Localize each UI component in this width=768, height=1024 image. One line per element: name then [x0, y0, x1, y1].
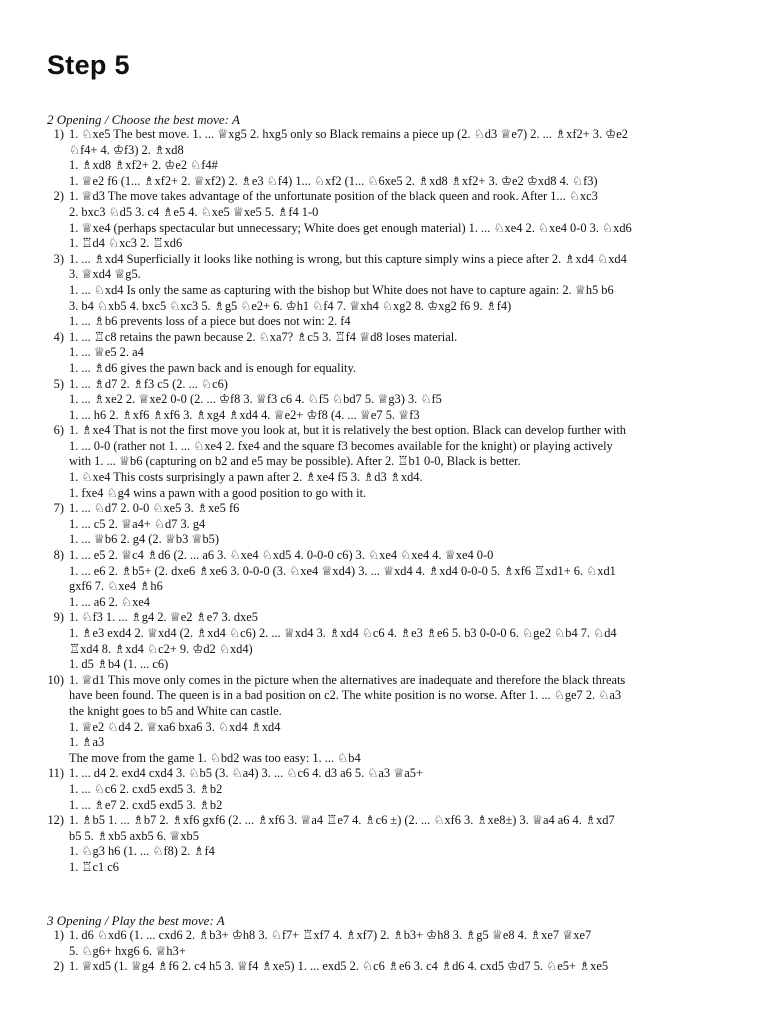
solution-entry [0, 330, 632, 377]
solutions-list-play [0, 928, 608, 975]
solution-line: 1. ... ♗xd4 Superficially it looks like nothing is wrong, but this capture simply wins a piece after 2. ♗xd4 ♘xd4 [69, 251, 627, 266]
solution-line: 1. ... ♗d6 gives the pawn back and is enough for equality. [69, 360, 356, 375]
solution-entry [0, 813, 632, 875]
solution-line: 1. ♕xd5 (1. ♕g4 ♗f6 2. c4 h5 3. ♕f4 ♗xe5) 1. ... exd5 2. ♘c6 ♗e6 3. c4 ♗d6 4. cxd5 ♔d7 5. ♘e5+ ♗xe5 [69, 959, 609, 974]
solution-line: 1. ... d4 2. exd4 cxd4 3. ♘b5 (3. ♘a4) 3. ... ♘c6 4. d3 a6 5. ♘a3 ♕a5+ [69, 766, 423, 781]
solution-entry [0, 377, 632, 424]
solution-line: 1. ... a6 2. ♘xe4 [69, 594, 150, 609]
solutions-list-choose [0, 127, 632, 876]
solution-line: 1. ♕e2 ♘d4 2. ♕xa6 bxa6 3. ♘xd4 ♗xd4 [69, 719, 281, 734]
solution-line: 1. ♗e3 exd4 2. ♕xd4 (2. ♗xd4 ♘c6) 2. ... ♕xd4 3. ♗xd4 ♘c6 4. ♗e3 ♗e6 5. b3 0-0-0 6. ♘ge2 ♘b4 7. ♘d4 [69, 626, 617, 640]
entry-number: 2) [53, 189, 64, 204]
solution-line: 1. ... ♖c8 retains the pawn because 2. ♘xa7? ♗c5 3. ♖f4 ♕d8 loses material. [69, 329, 458, 344]
solution-line: 1. ... ♕b6 2. g4 (2. ♕b3 ♕b5) [69, 532, 219, 547]
solution-line: 5. ♘g6+ hxg6 6. ♕h3+ [69, 943, 186, 958]
entry-number: 11) [47, 766, 64, 781]
solution-line: 1. fxe4 ♘g4 wins a pawn with a good position to go with it. [69, 485, 367, 500]
solution-line: 1. ♕d1 This move only comes in the picture when the alternatives are inadequate and therefore the black threats [69, 672, 626, 687]
solution-line: 1. ... c5 2. ♕a4+ ♘d7 3. g4 [69, 516, 206, 531]
solution-line: 1. ♗xd8 ♗xf2+ 2. ♔e2 ♘f4# [69, 158, 218, 173]
page-title: Step 5 [47, 50, 130, 80]
solution-entry [0, 127, 632, 189]
entry-number: 7) [53, 501, 64, 516]
solution-line: 1. ... ♗e7 2. cxd5 exd5 3. ♗b2 [69, 797, 223, 812]
solution-entry [0, 548, 632, 610]
entry-number: 3) [53, 251, 64, 266]
solution-line: 1. ♘xe4 This costs surprisingly a pawn after 2. ♗xe4 f5 3. ♗d3 ♗xd4. [69, 470, 423, 485]
solution-line: 1. ♗xe4 That is not the first move you look at, but it is relatively the best option. Black can develop further with [69, 423, 626, 438]
solution-line: 1. ♘f3 1. ... ♗g4 2. ♕e2 ♗e7 3. dxe5 [69, 610, 258, 625]
solution-line: 2. bxc3 ♘d5 3. c4 ♗e5 4. ♘xe5 ♕xe5 5. ♗f4 1-0 [69, 204, 319, 219]
entry-number: 8) [53, 548, 64, 563]
entry-number: 1) [53, 127, 64, 141]
solution-line: 1. d6 ♘xd6 (1. ... cxd6 2. ♗b3+ ♔h8 3. ♘f7+ ♖xf7 4. ♗xf7) 2. ♗b3+ ♔h8 3. ♗g5 ♕e8 4. ♗xe7 ♕xe7 [69, 928, 592, 942]
solution-line: 1. ... ♘d7 2. 0-0 ♘xe5 3. ♗xe5 f6 [69, 501, 240, 516]
entry-number: 10) [47, 672, 64, 687]
solution-line: 1. ... ♘c6 2. cxd5 exd5 3. ♗b2 [69, 781, 223, 796]
entry-number: 2) [53, 959, 64, 974]
solution-entry [0, 252, 632, 330]
solution-line: ♖xd4 8. ♗xd4 ♘c2+ 9. ♔d2 ♘xd4) [69, 641, 253, 656]
solution-line: 3. b4 ♘xb5 4. bxc5 ♘xc3 5. ♗g5 ♘e2+ 6. ♔h1 ♘f4 7. ♕xh4 ♘xg2 8. ♔xg2 f6 9. ♗f4) [69, 298, 512, 313]
solution-line: ♘f4+ 4. ♔f3) 2. ♗xd8 [69, 142, 184, 157]
entry-number: 6) [53, 423, 64, 438]
entry-number: 1) [53, 928, 64, 942]
solution-line: gxf6 7. ♘xe4 ♗h6 [69, 579, 163, 594]
solution-line: 1. ... h6 2. ♗xf6 ♗xf6 3. ♗xg4 ♗xd4 4. ♕e2+ ♔f8 (4. ... ♕e7 5. ♕f3 [69, 407, 420, 422]
section-heading-choose: 2 Opening / Choose the best move: A [47, 112, 240, 127]
solution-line: 1. ... ♗d7 2. ♗f3 c5 (2. ... ♘c6) [69, 376, 228, 391]
solution-line: 1. d5 ♗b4 (1. ... c6) [69, 657, 169, 672]
solution-line: b5 5. ♗xb5 axb5 6. ♕xb5 [69, 828, 199, 843]
solution-line: 1. ... ♗xe2 2. ♕xe2 0-0 (2. ... ♔f8 3. ♕f3 c6 4. ♘f5 ♘bd7 5. ♕g3) 3. ♘f5 [69, 392, 442, 407]
solution-entry [0, 501, 632, 548]
solution-entry [0, 673, 632, 767]
entry-number: 5) [53, 376, 64, 391]
solution-entry [0, 928, 608, 959]
solution-line: 1. ♗a3 [69, 735, 105, 750]
solution-line: 1. ♘g3 h6 (1. ... ♘f8) 2. ♗f4 [69, 844, 215, 859]
solution-line: 1. ... ♘xd4 Is only the same as capturing with the bishop but White does not have to capture again: 2. ♕h5 b6 [69, 282, 614, 297]
solution-entry [0, 766, 632, 813]
solution-line: 1. ♕xe4 (perhaps spectacular but unnecessary; White does get enough material) 1. ... ♘xe4 2. ♘xe4 0-0 3. ♘xd6 [69, 220, 632, 235]
solution-entry [0, 189, 632, 251]
entry-number: 4) [53, 329, 64, 344]
solution-line: 1. ... 0-0 (rather not 1. ... ♘xe4 2. fxe4 and the square f3 becomes available for the knight) or playing actively [69, 438, 613, 453]
solution-line: 1. ♕d3 The move takes advantage of the unfortunate position of the black queen and rook. After 1... ♘xc3 [69, 189, 598, 204]
solution-line: 1. ♗b5 1. ... ♗b7 2. ♗xf6 gxf6 (2. ... ♗xf6 3. ♕a4 ♖e7 4. ♗c6 ±) (2. ... ♘xf6 3. ♗xe8±) 3. ♕a4 a6 4. ♗xd7 [69, 813, 615, 828]
solution-line: 1. ♘xe5 The best move. 1. ... ♕xg5 2. hxg5 only so Black remains a piece up (2. ♘d3 ♕e7) 2. ... ♗xf2+ 3. ♔e2 [69, 127, 628, 141]
solution-line: the knight goes to b5 and White can castle. [69, 703, 282, 718]
solution-line: have been found. The queen is in a bad position on c2. The white position is no worse. After 1. ... ♘ge7 2. ♘a3 [69, 688, 622, 703]
solution-line: 1. ♖c1 c6 [69, 859, 119, 874]
solution-line: 1. ... e6 2. ♗b5+ (2. dxe6 ♗xe6 3. 0-0-0 (3. ♘xe4 ♕xd4) 3. ... ♕xd4 4. ♗xd4 0-0-0 5. ♗xf6 ♖xd1+ 6. ♘xd1 [69, 563, 616, 578]
solution-line: The move from the game 1. ♘bd2 was too easy: 1. ... ♘b4 [69, 750, 361, 765]
solution-entry [0, 959, 608, 975]
solution-line: 3. ♕xd4 ♕g5. [69, 267, 141, 282]
solution-entry [0, 610, 632, 672]
solution-line: with 1. ... ♕b6 (capturing on b2 and e5 may be possible). After 2. ♖b1 0-0, Black is better. [69, 454, 521, 469]
solution-line: 1. ♕e2 f6 (1... ♗xf2+ 2. ♕xf2) 2. ♗e3 ♘f4) 1... ♘xf2 (1... ♘6xe5 2. ♗xd8 ♗xf2+ 3. ♔e2 ♔xd8 4. ♘f3) [69, 173, 598, 188]
entry-number: 9) [53, 610, 64, 625]
entry-number: 12) [47, 813, 64, 828]
solution-line: 1. ... ♕e5 2. a4 [69, 345, 144, 360]
solution-line: 1. ... e5 2. ♕c4 ♗d6 (2. ... a6 3. ♘xe4 ♘xd5 4. 0-0-0 c6) 3. ♘xe4 ♘xe4 4. ♕xe4 0-0 [69, 548, 494, 563]
solution-line: 1. ... ♗b6 prevents loss of a piece but does not win: 2. f4 [69, 314, 351, 329]
solution-line: 1. ♖d4 ♘xc3 2. ♖xd6 [69, 236, 183, 251]
section-heading-play: 3 Opening / Play the best move: A [47, 913, 225, 928]
solution-entry [0, 423, 632, 501]
